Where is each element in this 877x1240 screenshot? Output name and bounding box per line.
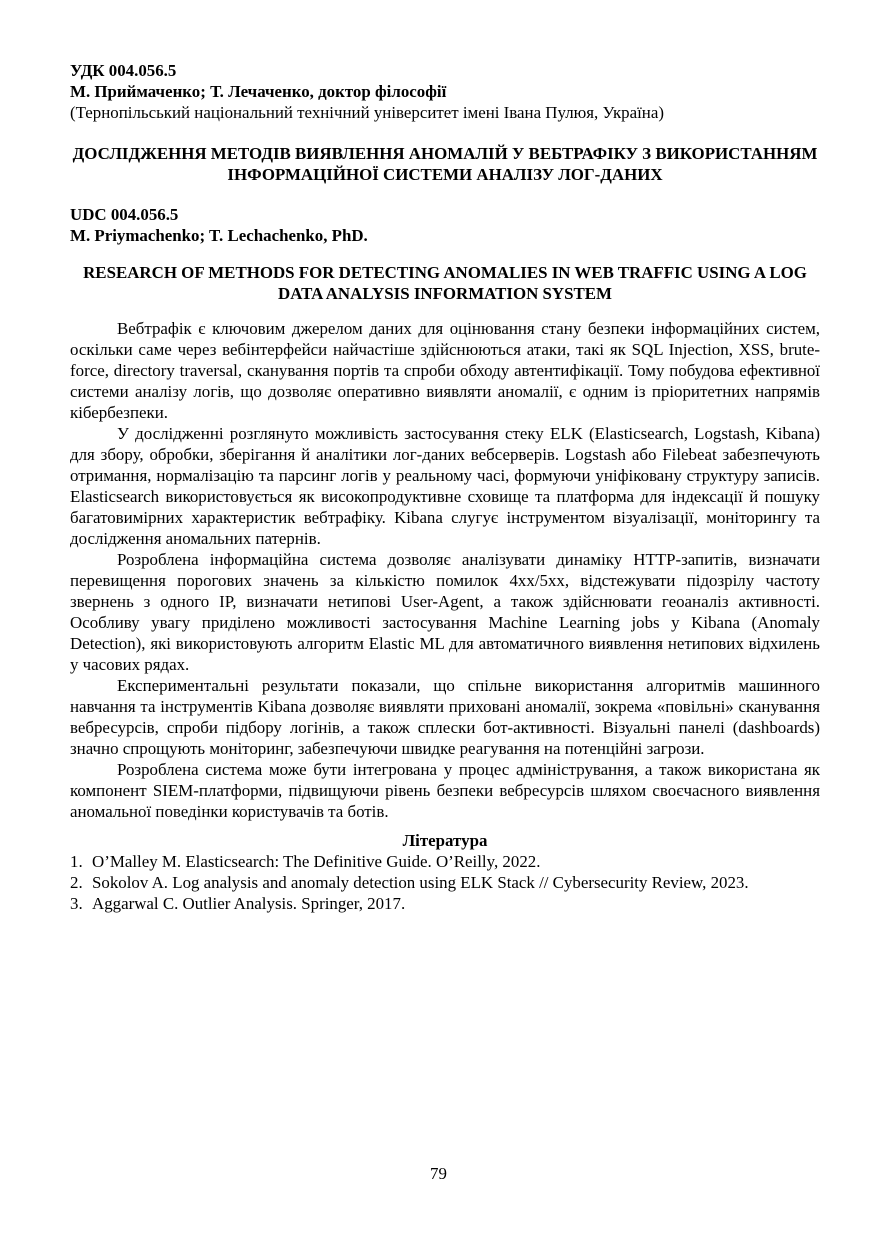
reference-item (70, 851, 820, 872)
reference-text: Aggarwal C. Outlier Analysis. Springer, 2017. (92, 894, 406, 913)
abstract-paragraph: Розроблена інформаційна система дозволяє аналізувати динаміку HTTP-запитів, визначати перевищення порогових значень за кількістю помилок 4xx/5xx, відстежувати підозрілу частоту звернень з одного IP, визначати нетипові User-Agent, а також здійснювати геоаналіз активності. Особливу увагу приділено можливості застосування Machine Learning jobs у Kibana (Anomaly Detection), які використовують алгоритм Elastic ML для автоматичного виявлення нетипових відхилень у часових рядах. (70, 550, 820, 674)
page-content (70, 60, 820, 914)
title-ua: ДОСЛІДЖЕННЯ МЕТОДІВ ВИЯВЛЕННЯ АНОМАЛІЙ У ВЕБТРАФІКУ З ВИКОРИСТАННЯМ ІНФОРМАЦІЙНОЇ СИСТЕМИ АНАЛІЗУ ЛОГ-ДАНИХ (72, 144, 818, 184)
affiliation-ua: (Тернопільський національний технічний університет імені Івана Пулюя, Україна) (70, 103, 664, 122)
udc-en: UDC 004.056.5 (70, 205, 179, 224)
references-heading: Література (402, 831, 488, 850)
title-en: RESEARCH OF METHODS FOR DETECTING ANOMALIES IN WEB TRAFFIC USING A LOG DATA ANALYSIS INFORMATION SYSTEM (83, 263, 807, 303)
udc-ua: УДК 004.056.5 (70, 61, 177, 80)
reference-text: O’Malley M. Elasticsearch: The Definitive Guide. O’Reilly, 2022. (92, 852, 541, 871)
abstract-paragraph: Вебтрафік є ключовим джерелом даних для оцінювання стану безпеки інформаційних систем, оскільки саме через вебінтерфейси найчастіше здійснюються атаки, такі як SQL Injection, XSS, brute-force, directory traversal, сканування портів та спроби обходу автентифікації. Тому побудова ефективної системи аналізу логів, що дозволяє оперативно виявляти аномалії, є одним із пріоритетних напрямів кібербезпеки. (70, 319, 820, 422)
page-number: 79 (430, 1164, 447, 1183)
abstract (70, 318, 820, 822)
metadata-en (70, 204, 820, 246)
reference-item (70, 872, 820, 893)
metadata-ua (70, 60, 820, 123)
reference-number: 1. (70, 852, 83, 871)
abstract-paragraph: У дослідженні розглянуто можливість застосування стеку ELK (Elasticsearch, Logstash, Kibana) для збору, обробки, зберігання й аналітики лог-даних вебсерверів. Logstash або Filebeat забезпечують отримання, нормалізацію та парсинг логів у реальному часі, формуючи уніфіковану структуру записів. Elasticsearch використовується як високопродуктивне сховище та платформа для індексації й пошуку багатовимірних характеристик вебтрафіку. Kibana слугує інструментом візуалізації, моніторингу та дослідження аномальних патернів. (70, 424, 820, 548)
references-section (70, 830, 820, 914)
abstract-paragraph: Розроблена система може бути інтегрована у процес адміністрування, а також використана як компонент SIEM-платформи, підвищуючи рівень безпеки вебресурсів шляхом своєчасного виявлення аномальної поведінки користувачів та ботів. (70, 760, 820, 821)
reference-number: 2. (70, 873, 83, 892)
reference-number: 3. (70, 894, 83, 913)
authors-ua: М. Приймаченко; Т. Лечаченко, доктор філософії (70, 82, 447, 101)
abstract-paragraph: Експериментальні результати показали, що спільне використання алгоритмів машинного навчання та інструментів Kibana дозволяє виявляти приховані аномалії, зокрема «повільні» сканування вебресурсів, спроби підбору логінів, а також сплески бот-активності. Візуальні панелі (dashboards) значно спрощують моніторинг, забезпечуючи швидке реагування на потенційні загрози. (70, 676, 820, 758)
reference-item (70, 893, 820, 914)
reference-text: Sokolov A. Log analysis and anomaly detection using ELK Stack // Cybersecurity Review, 2023. (92, 873, 749, 892)
authors-en: M. Priymachenko; T. Lechachenko, PhD. (70, 226, 368, 245)
